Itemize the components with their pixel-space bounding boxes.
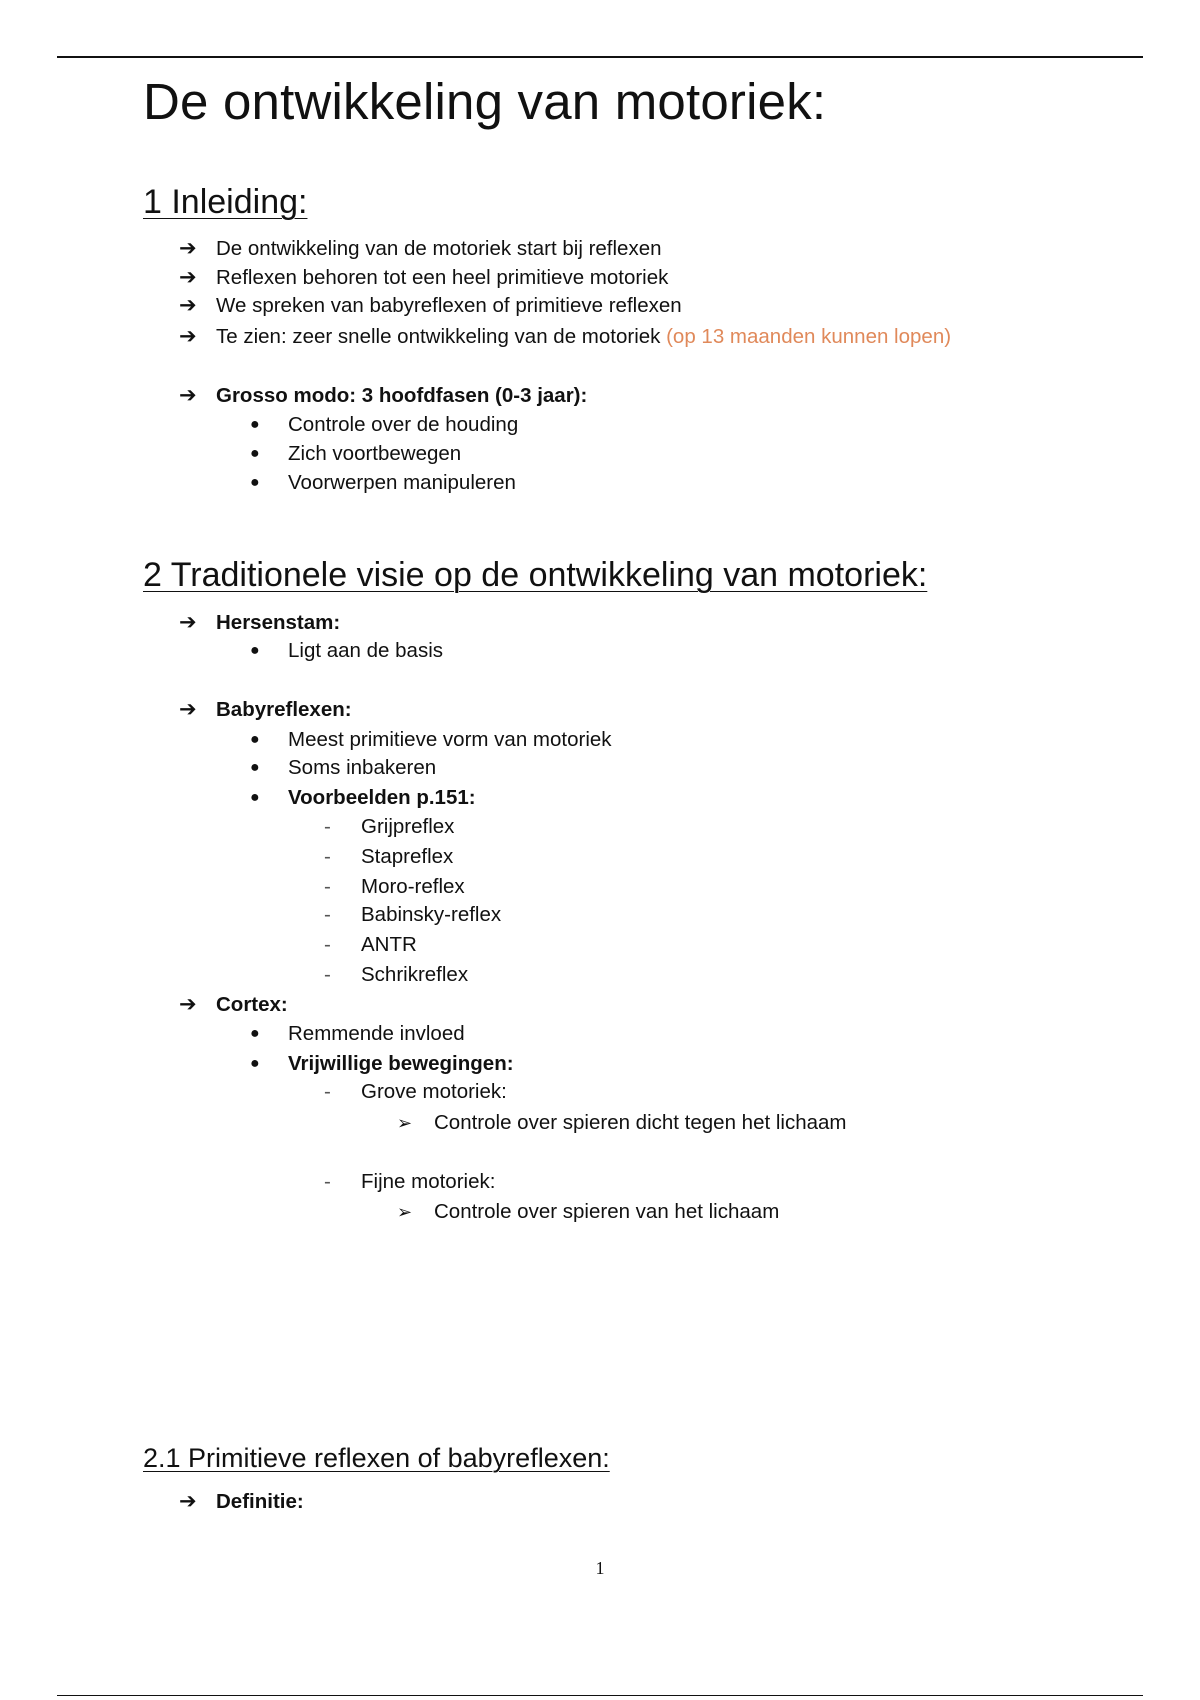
dash-icon: - xyxy=(324,875,331,898)
bullet-icon: ● xyxy=(250,416,260,433)
arrow-icon: ➔ xyxy=(179,237,197,260)
bullet-icon: ● xyxy=(250,445,260,462)
bullet-icon: ● xyxy=(250,474,260,491)
highlight-note: (op 13 maanden kunnen lopen) xyxy=(666,325,952,348)
section-heading-primitieve-reflexen: 2.1 Primitieve reflexen of babyreflexen: xyxy=(143,1443,610,1473)
bullet-icon: ● xyxy=(250,789,260,806)
arrow-icon: ➔ xyxy=(179,266,197,289)
bullet-icon: ● xyxy=(250,1055,260,1072)
bottom-rule xyxy=(57,1695,1143,1696)
chevron-right-icon: ➢ xyxy=(397,1113,413,1133)
dash-icon: - xyxy=(324,963,331,986)
bullet-icon: ● xyxy=(250,1025,260,1042)
bullet-icon: ● xyxy=(250,642,260,659)
section-heading-traditionele-visie: 2 Traditionele visie op de ontwikkeling van motoriek: xyxy=(143,556,928,594)
page-number: 1 xyxy=(595,1558,605,1578)
section-heading-inleiding: 1 Inleiding: xyxy=(143,183,308,221)
top-rule xyxy=(57,56,1143,58)
arrow-icon: ➔ xyxy=(179,698,197,721)
dash-icon: - xyxy=(324,815,331,838)
arrow-icon: ➔ xyxy=(179,294,197,317)
dash-icon: - xyxy=(324,1080,331,1103)
dash-icon: - xyxy=(324,1170,331,1193)
arrow-icon: ➔ xyxy=(179,1490,197,1513)
dash-icon: - xyxy=(324,903,331,926)
dash-icon: - xyxy=(324,845,331,868)
bullet-icon: ● xyxy=(250,731,260,748)
arrow-icon: ➔ xyxy=(179,384,197,407)
bullet-icon: ● xyxy=(250,759,260,776)
arrow-icon: ➔ xyxy=(179,611,197,634)
page-title: De ontwikkeling van motoriek: xyxy=(143,73,827,130)
chevron-right-icon: ➢ xyxy=(397,1202,413,1222)
arrow-icon: ➔ xyxy=(179,325,197,348)
dash-icon: - xyxy=(324,933,331,956)
arrow-icon: ➔ xyxy=(179,993,197,1016)
